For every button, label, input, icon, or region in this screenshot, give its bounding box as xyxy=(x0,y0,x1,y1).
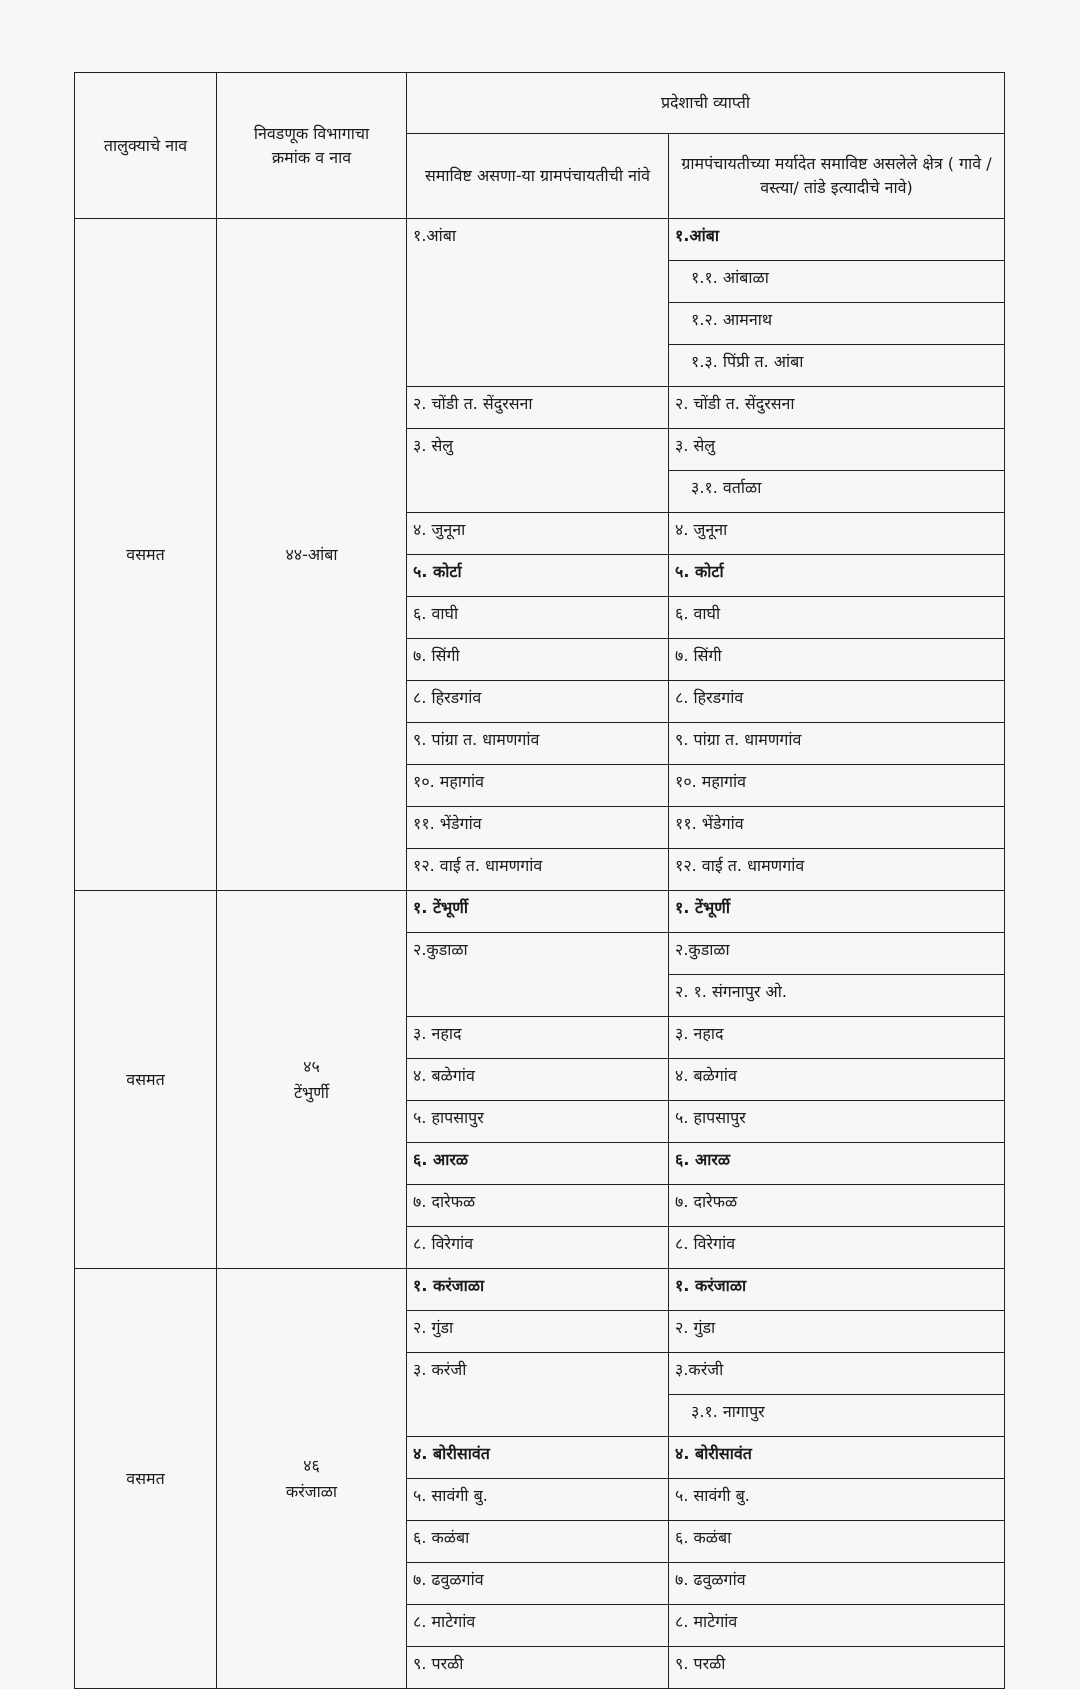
gp-cell: ६. कळंबा xyxy=(407,1521,669,1563)
ward-extent-table xyxy=(74,72,1005,1689)
area-cell: २. गुंडा xyxy=(669,1311,1005,1353)
area-cell: ६. कळंबा xyxy=(669,1521,1005,1563)
header-area-names: ग्रामपंचायतीच्या मर्यादेत समाविष्ट असलेले क्षेत्र ( गावे / वस्त्या/ तांडे इत्यादीचे नावे) xyxy=(669,134,1005,219)
division-name: टेंभुर्णी xyxy=(293,1082,330,1102)
table-row xyxy=(75,219,1005,261)
taluka-cell: वसमत xyxy=(75,219,217,891)
gp-cell: ४. जुनूना xyxy=(407,513,669,555)
gp-cell: ७. ढवुळगांव xyxy=(407,1563,669,1605)
area-cell: ९. पांग्रा त. धामणगांव xyxy=(669,723,1005,765)
division-cell xyxy=(217,891,407,1269)
gp-cell: ८. विरेगांव xyxy=(407,1227,669,1269)
gp-cell: ५. कोर्टा xyxy=(407,555,669,597)
area-cell: १.३. पिंप्री त. आंबा xyxy=(669,345,1005,387)
division-name: करंजाळा xyxy=(285,1481,338,1501)
area-cell: १.२. आमनाथ xyxy=(669,303,1005,345)
header-taluka: तालुक्याचे नाव xyxy=(75,73,217,219)
area-cell: ५. कोर्टा xyxy=(669,555,1005,597)
gp-cell: ४. बोरीसावंत xyxy=(407,1437,669,1479)
area-cell: ५. सावंगी बु. xyxy=(669,1479,1005,1521)
table-row xyxy=(75,891,1005,933)
gp-cell: ३. सेलु xyxy=(407,429,669,513)
gp-cell: १.आंबा xyxy=(407,219,669,387)
gp-cell: ८. हिरडगांव xyxy=(407,681,669,723)
gp-cell: २. गुंडा xyxy=(407,1311,669,1353)
area-cell: ७. सिंगी xyxy=(669,639,1005,681)
gp-cell: ६. आरळ xyxy=(407,1143,669,1185)
gp-cell: १०. महागांव xyxy=(407,765,669,807)
gp-cell: ४. बळेगांव xyxy=(407,1059,669,1101)
gp-cell: १. करंजाळा xyxy=(407,1269,669,1311)
header-gp-names: समाविष्ट असणा-या ग्रामपंचायतीची नांवे xyxy=(407,134,669,219)
header-division: निवडणूक विभागाचा क्रमांक व नाव xyxy=(217,73,407,219)
area-cell: ६. वाघी xyxy=(669,597,1005,639)
gp-cell: ९. पांग्रा त. धामणगांव xyxy=(407,723,669,765)
area-cell: १. करंजाळा xyxy=(669,1269,1005,1311)
gp-cell: ५. सावंगी बु. xyxy=(407,1479,669,1521)
area-cell: ४. बळेगांव xyxy=(669,1059,1005,1101)
area-cell: ६. आरळ xyxy=(669,1143,1005,1185)
area-cell: २.कुडाळा xyxy=(669,933,1005,975)
gp-cell: २.कुडाळा xyxy=(407,933,669,1017)
area-cell: ७. दारेफळ xyxy=(669,1185,1005,1227)
area-cell: ३.करंजी xyxy=(669,1353,1005,1395)
division-cell xyxy=(217,1269,407,1689)
gp-cell: १. टेंभूर्णी xyxy=(407,891,669,933)
header-row-1 xyxy=(75,73,1005,134)
gp-cell: ९. परळी xyxy=(407,1647,669,1689)
gp-cell: ३. नहाद xyxy=(407,1017,669,1059)
header-extent: प्रदेशाची व्याप्ती xyxy=(407,73,1005,134)
area-cell: ११. भेंडेगांव xyxy=(669,807,1005,849)
area-cell: ४. बोरीसावंत xyxy=(669,1437,1005,1479)
area-cell: ४. जुनूना xyxy=(669,513,1005,555)
area-cell: ५. हापसापुर xyxy=(669,1101,1005,1143)
area-cell: १.१. आंबाळा xyxy=(669,261,1005,303)
gp-cell: २. चोंडी त. सेंदुरसना xyxy=(407,387,669,429)
gp-cell: ३. करंजी xyxy=(407,1353,669,1437)
table-row xyxy=(75,1269,1005,1311)
gp-cell: १२. वाई त. धामणगांव xyxy=(407,849,669,891)
gp-cell: ६. वाघी xyxy=(407,597,669,639)
division-number: ४६ xyxy=(303,1455,320,1475)
gp-cell: ७. दारेफळ xyxy=(407,1185,669,1227)
area-cell: १२. वाई त. धामणगांव xyxy=(669,849,1005,891)
area-cell: ३. सेलु xyxy=(669,429,1005,471)
division-number: ४५ xyxy=(303,1056,320,1076)
area-cell: १०. महागांव xyxy=(669,765,1005,807)
area-cell: ३.१. नागापुर xyxy=(669,1395,1005,1437)
area-cell: ७. ढवुळगांव xyxy=(669,1563,1005,1605)
taluka-cell: वसमत xyxy=(75,891,217,1269)
area-cell: ३. नहाद xyxy=(669,1017,1005,1059)
gp-cell: ७. सिंगी xyxy=(407,639,669,681)
area-cell: ८. विरेगांव xyxy=(669,1227,1005,1269)
division-cell: ४४-आंबा xyxy=(217,219,407,891)
area-cell: २. चोंडी त. सेंदुरसना xyxy=(669,387,1005,429)
gp-cell: ८. माटेगांव xyxy=(407,1605,669,1647)
taluka-cell: वसमत xyxy=(75,1269,217,1689)
area-cell: १.आंबा xyxy=(669,219,1005,261)
area-cell: १. टेंभूर्णी xyxy=(669,891,1005,933)
area-cell: ८. हिरडगांव xyxy=(669,681,1005,723)
gp-cell: ५. हापसापुर xyxy=(407,1101,669,1143)
area-cell: ३.१. वर्ताळा xyxy=(669,471,1005,513)
area-cell: २. १. संगनापुर ओ. xyxy=(669,975,1005,1017)
area-cell: ९. परळी xyxy=(669,1647,1005,1689)
gp-cell: ११. भेंडेगांव xyxy=(407,807,669,849)
area-cell: ८. माटेगांव xyxy=(669,1605,1005,1647)
